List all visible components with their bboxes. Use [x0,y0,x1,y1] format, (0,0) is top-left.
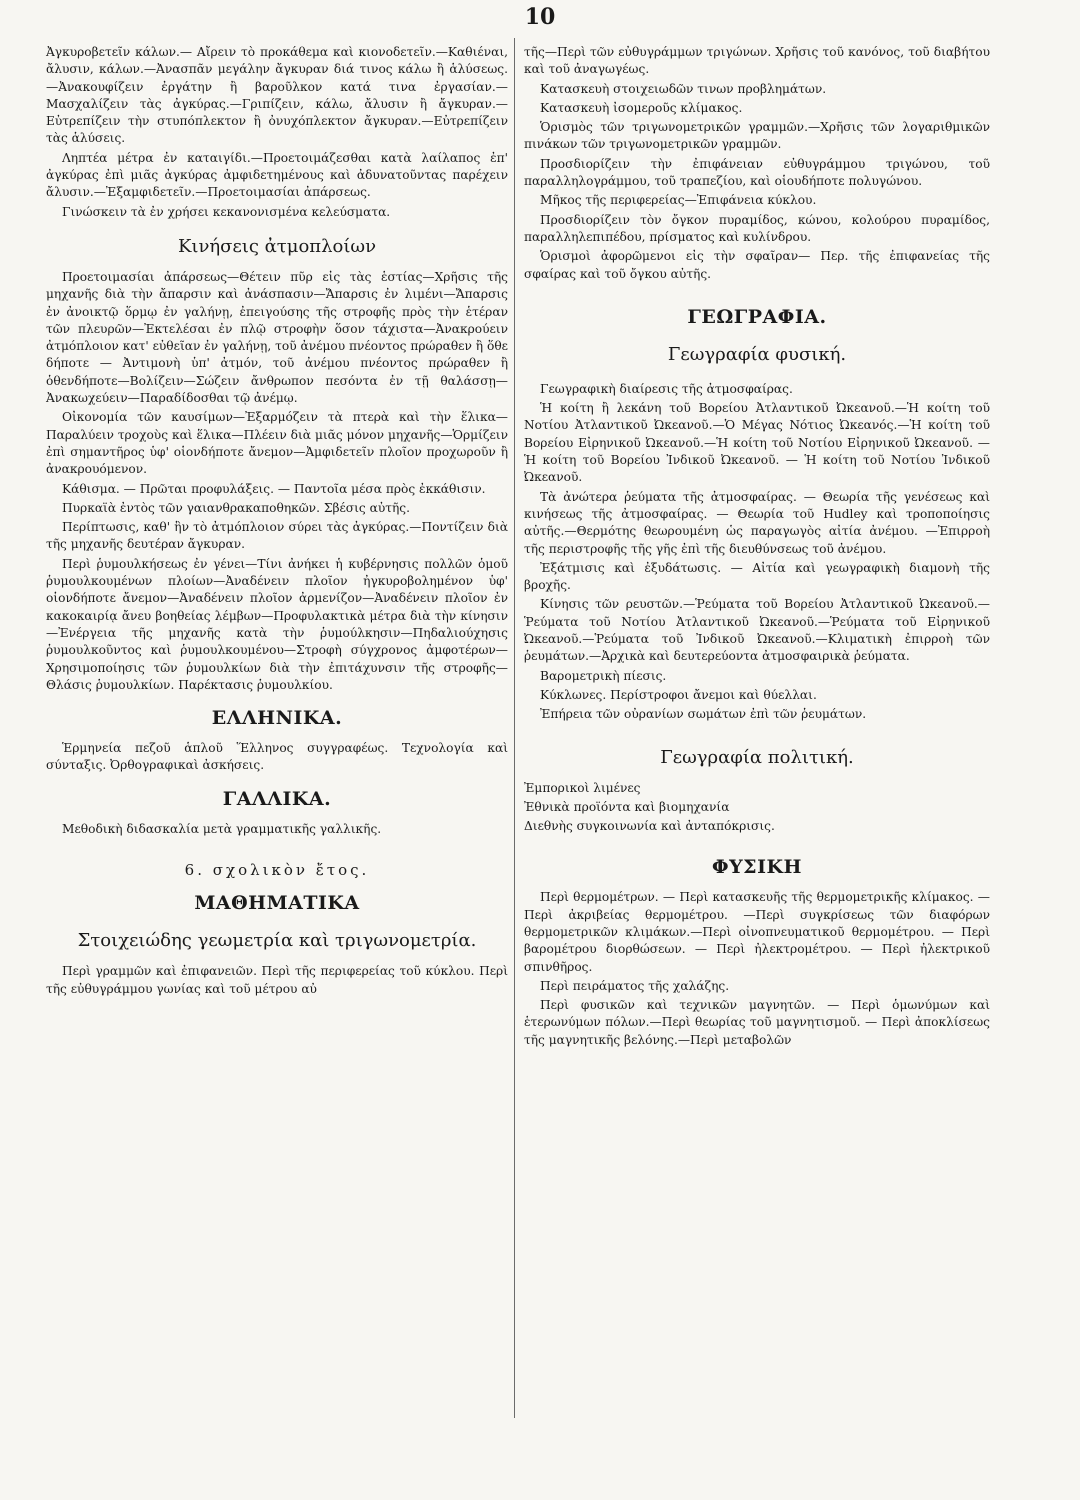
geometry-paragraph: Ὁρισμοὶ ἀφορῶμενοι εἰς τὴν σφαῖραν— Περ. τῆς ἐπιφανείας τῆς σφαίρας καὶ τοῦ ὄγκου αὐτῆς. [524,249,990,281]
geography-heading: ΓΕΩΓΡΑΦΙΑ. [687,305,827,328]
geometry-paragraph: Κατασκευὴ στοιχειωδῶν τινων προβλημάτων. [540,81,827,96]
physical-geography-paragraph: Γεωγραφικὴ διαίρεσις τῆς ἀτμοσφαίρας. [540,381,793,396]
math-heading: ΜΑΘΗΜΑΤΙΚΑ [194,892,360,915]
steamships-paragraph: Περίπτωσις, καθ' ἣν τὸ ἀτμόπλοιον σύρει τὰς ἀγκύρας.—Ποντίζειν διὰ τῆς μηχανῆς δευτέραν ἄγκυραν. [46,520,508,552]
geometry-paragraph: Προσδιορίζειν τὸν ὄγκον πυραμίδος, κώνου, κολούρου πυραμίδος, παραλληλεπιπέδου, πρίσματος καὶ κυλίνδρου. [524,212,990,244]
steamships-paragraph: Πυρκαϊὰ ἐντὸς τῶν γαιανθρακαποθηκῶν. Σβέσις αὐτῆς. [62,500,410,515]
geometry-paragraph: Ὁρισμὸς τῶν τριγωνομετρικῶν γραμμῶν.—Χρῆσις τῶν λογαριθμικῶν πινάκων τῶν τριγωνομετρικῶν γραμμῶν. [524,120,990,152]
physical-geography-paragraph: Ἡ κοίτη ἢ λεκάνη τοῦ Βορείου Ἀτλαντικοῦ Ὠκεανοῦ.—Ἡ κοίτη τοῦ Νοτίου Ἀτλαντικοῦ Ὠκεανοῦ.—Ὁ Μέγας Νότιος Ὠκεανός.—Ἡ κοίτη τοῦ Βορείου Εἰρηνικοῦ Ὠκεανοῦ.—Ἡ κοίτη τοῦ Νοτίου Εἰρηνικοῦ Ὠκεανοῦ. — Ἡ κοίτη τοῦ Βορείου Ἰνδικοῦ Ὠκεανοῦ. — Ἡ κοίτη τοῦ Νοτίου Ἰνδικοῦ Ὠκεανοῦ. [524,401,990,485]
anchors-paragraph: Ἀγκυροβετεῖν κάλων.— Αἴρειν τὸ προκάθεμα καὶ κιονοδετεῖν.—Καθιέναι, ἄλυσιν, κάλων.—Ἀνασπᾶν μεγάλην ἄγκυραν διά τινος κάλω ἢ ἁλύσεως.—Ἀνακουφίζειν ἐργάτην ἢ βαροῦλκον κατά τινα ἐργασίαν.— Μασχαλίζειν τὰς ἀγκύρας.—Γριπίζειν, κάλω, ἄλυσιν ἢ ἄγκυραν.—Εὐτρεπίζειν τὴν στυπόπλεκτον ἢ ὀνυχόπλεκτον ἄγκυραν.—Εὐτρεπίζειν τὰς ἁλύσεις. [46,45,508,146]
greek-heading: ΕΛΛΗΝΙΚΑ. [211,707,343,730]
steamships-paragraph: Οἰκονομία τῶν καυσίμων—Ἐξαρμόζειν τὰ πτερὰ καὶ τὴν ἕλικα—Παραλύειν τροχοὺς καὶ ἕλικα—Πλέειν διὰ μιᾶς μόνον μηχανῆς—Ὁρμίζειν ἐπὶ σημαντῆρος ὑφ' οἱονδήποτε ἄνεμον—Ἀμφιδετεῖν πλοῖον προχωροῦν ἢ ἀνακρουόμενον. [46,410,508,477]
french-heading: ΓΑΛΛΙΚΑ. [222,787,332,810]
list-item: Διεθνὴς συγκοινωνία καὶ ἀνταπόκρισις. [524,819,775,834]
french-text: Μεθοδικὴ διδασκαλία μετὰ γραμματικῆς γαλλικῆς. [62,821,382,836]
physics-heading: ΦΥΣΙΚΗ [712,856,802,879]
geometry-paragraph: τῆς—Περὶ τῶν εὐθυγράμμων τριγώνων. Χρῆσις τοῦ κανόνος, τοῦ διαβήτου καὶ τοῦ ἀναγωγέως. [524,45,990,77]
physical-geography-paragraph: Τὰ ἀνώτερα ῥεύματα τῆς ἀτμοσφαίρας. — Θεωρία τῆς γενέσεως καὶ κινήσεως τῆς ἀτμοσφαίρας. — Θεωρία τοῦ Hudley καὶ τροποποίησις αὐτῆς.—Θερμότης θεωρουμένη ὡς παραγωγὸς αἰτία ἀνέμου. —Ἐπιρροὴ τῆς περιστροφῆς τῆς γῆς ἐπὶ τῆς διευθύνσεως τοῦ ἀνέμου. [524,489,990,556]
steamships-heading: Κινήσεις ἀτμοπλοίων [177,235,377,257]
physics-paragraph: Περὶ πειράματος τῆς χαλάζης. [540,978,730,993]
right-column [524,44,990,1051]
geometry-paragraph: Μῆκος τῆς περιφερείας—Ἐπιφάνεια κύκλου. [540,193,817,208]
physics-paragraph: Περὶ θερμομέτρων. — Περὶ κατασκευῆς τῆς θερμομετρικῆς κλίμακος. — Περὶ ἀκριβείας θερμομέτρου. —Περὶ συγκρίσεως τῶν διαφόρων θερμομετρικῶν κλιμάκων.—Περὶ οἰνοπνευματικοῦ θερμομέτρου. — Περὶ βαρομέτρου διορθώσεων. — Περὶ ἠλεκτρομέτρου. — Περὶ ἠλεκτρικοῦ σπινθῆρος. [524,890,990,974]
geometry-heading: Στοιχειώδης γεωμετρία καὶ τριγωνομετρία. [77,930,477,952]
physics-paragraph: Περὶ φυσικῶν καὶ τεχνικῶν μαγνητῶν. — Περὶ ὁμωνύμων καὶ ἑτερωνύμων πόλων.—Περὶ θεωρίας τοῦ μαγνητισμοῦ. — Περὶ ἀποκλίσεως τῆς μαγνητικῆς βελόνης.—Περὶ μεταβολῶν [524,998,990,1047]
page-number: 10 [524,4,556,30]
steamships-paragraph: Περὶ ῥυμουλκήσεως ἐν γένει—Τίνι ἀνήκει ἡ κυβέρνησις πολλῶν ὁμοῦ ῥυμουλκουμένων πλοίων—Ἀναδένειν πλοῖον ἠγκυροβολημένον ὑφ' οἱονδήποτε ἄνεμον—Ἀναδένειν πλοῖον ἀρμενίζον—Ἀναδένειν πλοῖον ἐν κακοκαιρίᾳ ἄνευ βοηθείας λέμβων—Προφυλακτικὰ μέτρα διὰ τὴν κίνησιν—Ἐνέργεια τῆς μηχανῆς κατὰ τὴν ῥυμούλκησιν—Πηδαλιούχησις ῥυμουλκοῦντος καὶ ῥυμουλκουμένου—Στροφὴ σύγχρονος ἀμφοτέρων—Χρησιμοποίησις τῶν ῥυμουλκίων διὰ τὴν ἐπιτάχυνσιν τῆς στροφῆς—Θλάσις ῥυμουλκίων. Παρέκτασις ῥυμουλκίου. [46,556,508,692]
physical-geography-paragraph: Βαρομετρικὴ πίεσις. [540,668,667,683]
left-column [46,44,508,1000]
physical-geography-paragraph: Ἐξάτμισις καὶ ἐξυδάτωσις. — Αἰτία καὶ γεωγραφικὴ διαμονὴ τῆς βροχῆς. [524,560,990,593]
greek-text: Ἑρμηνεία πεζοῦ ἁπλοῦ Ἕλληνος συγγραφέως. Τεχνολογία καὶ σύνταξις. Ὀρθογραφικαὶ ἀσκήσεις. [46,741,508,773]
physical-geography-heading: Γεωγραφία φυσική. [667,343,847,365]
geometry-paragraph: Προσδιορίζειν τὴν ἐπιφάνειαν εὐθυγράμμου τριγώνου, τοῦ παραλληλογράμμου, τοῦ τραπεζίου, καὶ οἱουδήποτε πολυγώνου. [524,156,990,189]
physical-geography-paragraph: Κίνησις τῶν ρευστῶν.—Ῥεύματα τοῦ Βορείου Ἀτλαντικοῦ Ὠκεανοῦ.—Ῥεύματα τοῦ Νοτίου Ἀτλαντικοῦ Ὠκεανοῦ.—Ῥεύματα τοῦ Εἰρηνικοῦ Ὠκεανοῦ.—Ῥεύματα τοῦ Ἰνδικοῦ Ὠκεανοῦ.—Κλιματικὴ ἐπιρροὴ τῶν ῥευμάτων.—Ἀρχικὰ καὶ δευτερεύοντα ἀτμοσφαιρικὰ ῥεύματα. [524,597,990,664]
steamships-paragraph: Προετοιμασίαι ἀπάρσεως—Θέτειν πῦρ εἰς τὰς ἑστίας—Χρῆσις τῆς μηχανῆς διὰ τὴν ἄπαρσιν καὶ ἀνάσπασιν—Ἄπαρσις ἐν λιμένι—Ἄπαρσις ἐν ἀνοικτῷ ὅρμῳ ἐν γαλήνῃ, ἐπειγούσης τῆς στροφῆς πρὸς τὴν ἑτέραν τῶν πλευρῶν—Ἐκτελέσαι ἐν πλῷ στροφὴν ὅσον τάχιστα—Ἀνακρούειν ἀτμόπλοιον κατ' εὐθεῖαν ἐν γαλήνῃ, τοῦ ἀνέμου πνέοντος πρώραθεν ἢ ὅθε δήποτε — Ἀντιμονὴ ὑπ' ἀτμόν, τοῦ ἀνέμου πνέοντος πρώραθεν ἢ ὁθενδήποτε—Βολίζειν—Σώζειν ἄνθρωπον πεσόντα ἐν τῇ θαλάσσῃ—Ἀνακωχεύειν—Παραδίδοσθαι τῷ ἀνέμῳ. [46,269,508,406]
geometry-text: Περὶ γραμμῶν καὶ ἐπιφανειῶν. Περὶ τῆς περιφερείας τοῦ κύκλου. Περὶ τῆς εὐθυγράμμου γωνίας καὶ τοῦ μέτρου αὐ [46,964,508,996]
anchors-paragraph: Γινώσκειν τὰ ἐν χρήσει κεκανονισμένα κελεύσματα. [62,204,391,219]
physical-geography-paragraph: Κύκλωνες. Περίστροφοι ἄνεμοι καὶ θύελλαι. [540,687,817,702]
list-item: Ἐθνικὰ προϊόντα καὶ βιομηχανία [524,799,730,814]
geometry-paragraph: Κατασκευὴ ἰσομεροῦς κλίμακος. [540,100,743,115]
steamships-paragraph: Κάθισμα. — Πρῶται προφυλάξεις. — Παντοῖα μέσα πρὸς ἐκκάθισιν. [62,481,486,496]
physical-geography-paragraph: Ἐπήρεια τῶν οὐρανίων σωμάτων ἐπὶ τῶν ῥευμάτων. [540,707,867,722]
list-item: Ἐμπορικοὶ λιμένες [524,780,641,795]
political-geography-heading: Γεωγραφία πολιτική. [660,746,854,768]
column-divider [514,38,515,1418]
anchors-paragraph: Ληπτέα μέτρα ἐν καταιγίδι.—Προετοιμάζεσθαι κατὰ λαίλαπος ἐπ' ἀγκύρας ἐπὶ μιᾶς ἀγκύρας ἀμφιδετημένους καὶ ἀδυνατοῦντας παρέχειν ἄλυσιν.—Ἐξαμφιδετεῖν.—Προετοιμασίαι ἀπάρσεως. [46,150,508,200]
school-year-heading: 6. σχολικὸν ἔτος. [184,860,370,879]
political-geography-list [524,780,990,836]
